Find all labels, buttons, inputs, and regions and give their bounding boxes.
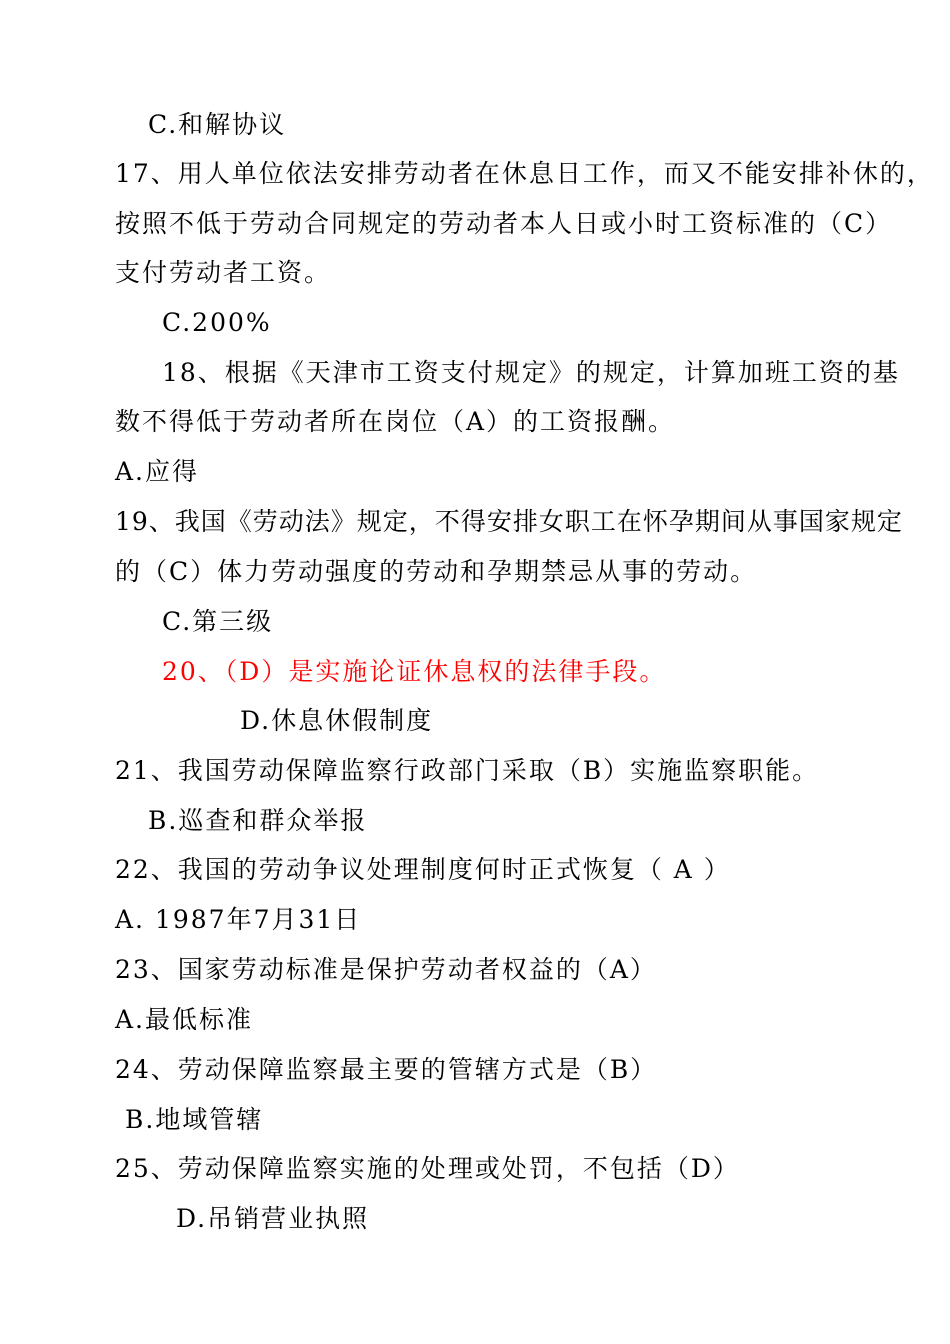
answer-23: A.最低标准: [115, 1005, 254, 1034]
question-17-line-3: 支付劳动者工资。: [115, 258, 332, 287]
answer-18: A.应得: [115, 457, 200, 486]
question-22: 22、我国的劳动争议处理制度何时正式恢复（ A ）: [115, 855, 731, 884]
question-17-line-1: 17、用人单位依法安排劳动者在休息日工作，而又不能安排补休的，: [115, 159, 934, 188]
answer-19: C.第三级: [162, 607, 274, 636]
question-25: 25、劳动保障监察实施的处理或处罚，不包括（D）: [115, 1154, 740, 1183]
question-19-line-1: 19、我国《劳动法》规定，不得安排女职工在怀孕期间从事国家规定: [115, 507, 903, 536]
question-20-highlighted: 20、（D）是实施论证休息权的法律手段。: [162, 657, 667, 686]
question-17-line-2: 按照不低于劳动合同规定的劳动者本人日或小时工资标准的（C）: [115, 209, 893, 238]
question-18-line-1: 18、根据《天津市工资支付规定》的规定，计算加班工资的基: [162, 358, 900, 387]
question-18-line-2: 数不得低于劳动者所在岗位（A）的工资报酬。: [115, 407, 676, 436]
answer-17: C.200%: [162, 308, 272, 337]
question-21: 21、我国劳动保障监察行政部门采取（B）实施监察职能。: [115, 756, 820, 785]
question-23: 23、国家劳动标准是保护劳动者权益的（A）: [115, 955, 657, 984]
answer-16: C.和解协议: [148, 110, 287, 139]
answer-24: B.地域管辖: [125, 1105, 264, 1134]
answer-20: D.休息休假制度: [240, 706, 434, 735]
answer-22: A. 1987年7月31日: [115, 905, 362, 934]
answer-21: B.巡查和群众举报: [148, 806, 368, 835]
answer-25: D.吊销营业执照: [176, 1204, 370, 1233]
question-24: 24、劳动保障监察最主要的管辖方式是（B）: [115, 1055, 658, 1084]
question-19-line-2: 的（C）体力劳动强度的劳动和孕期禁忌从事的劳动。: [115, 557, 758, 586]
